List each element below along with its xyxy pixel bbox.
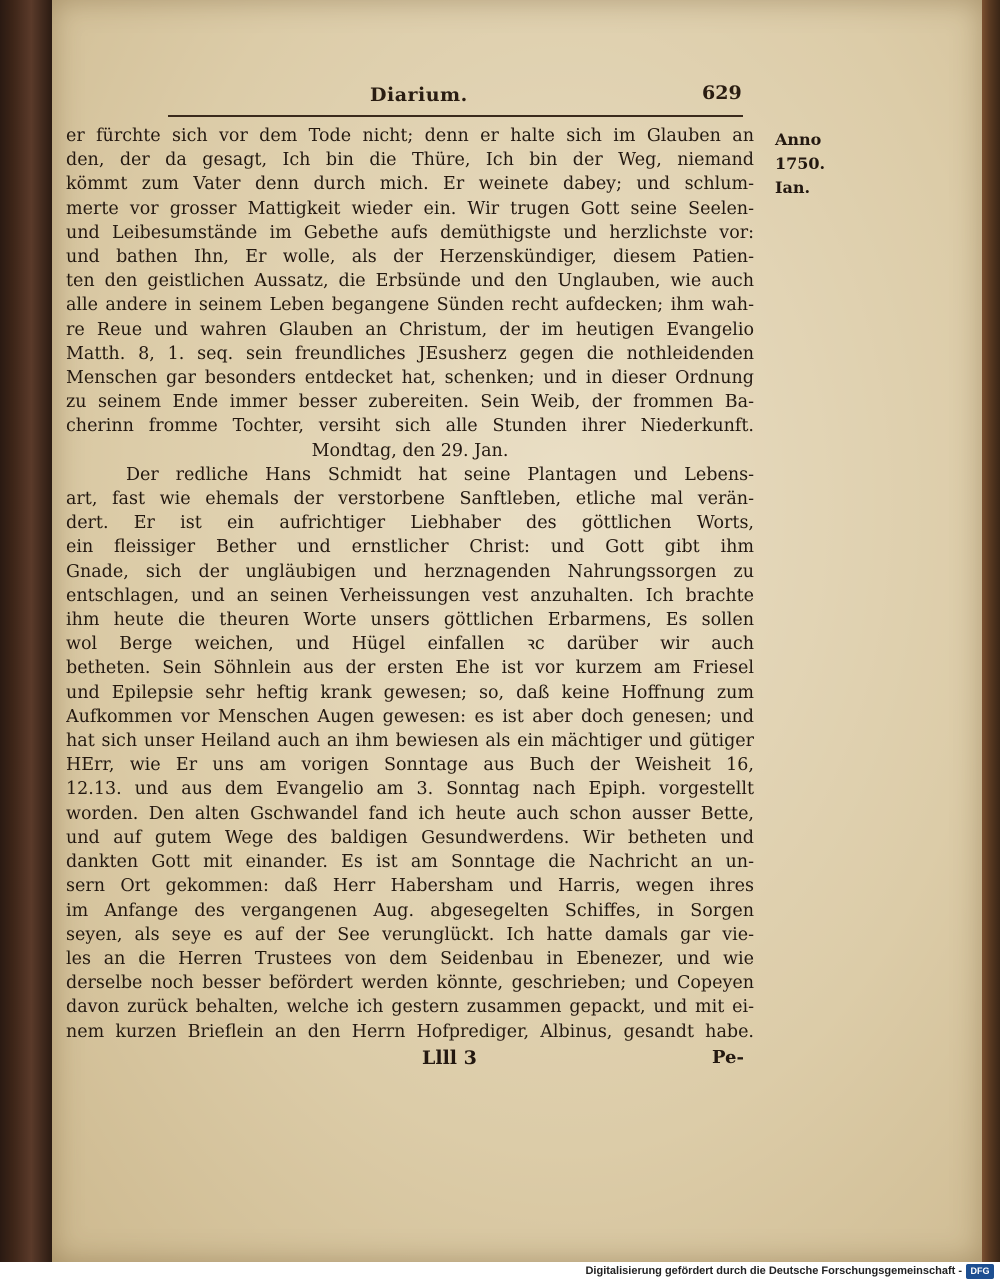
signature-mark: Llll 3 bbox=[422, 1047, 477, 1069]
text-line: Gnade, sich der ungläubigen und herznagenden Nahrungssorgen zu bbox=[66, 561, 754, 582]
catchword: Pe- bbox=[712, 1047, 744, 1068]
text-line: Matth. 8, 1. seq. sein freundliches JEsusherz gegen die nothleidenden bbox=[66, 343, 754, 364]
text-line: und auf gutem Wege des baldigen Gesundwerdens. Wir betheten und bbox=[66, 827, 754, 848]
header-rule bbox=[168, 115, 743, 117]
text-line: betheten. Sein Söhnlein aus der ersten Ehe ist vor kurzem am Friesel bbox=[66, 658, 754, 679]
text-line: und Epilepsie sehr heftig krank gewesen; so, daß keine Hoffnung zum bbox=[66, 682, 754, 703]
text-line: zu seinem Ende immer besser zubereiten. Sein Weib, der frommen Ba- bbox=[66, 392, 754, 413]
text-line: wol Berge weichen, und Hügel einfallen ꝛc darüber wir auch bbox=[66, 634, 754, 655]
text-line: sern Ort gekommen: daß Herr Habersham und Harris, wegen ihres bbox=[66, 876, 754, 897]
text-line: im Anfange des vergangenen Aug. abgesegelten Schiffes, in Sorgen bbox=[66, 900, 754, 921]
text-line: ten den geistlichen Aussatz, die Erbsünde und den Unglauben, wie auch bbox=[66, 271, 754, 292]
text-line: re Reue und wahren Glauben an Christum, der im heutigen Evangelio bbox=[66, 319, 754, 340]
text-line: und Leibesumstände im Gebethe aufs demüthigste und herzlichste vor: bbox=[66, 222, 754, 243]
page-number: 629 bbox=[702, 82, 742, 104]
text-line: entschlagen, und an seinen Verheissungen vest anzuhalten. Ich brachte bbox=[66, 585, 754, 606]
text-line: ihm heute die theuren Worte unsers göttlichen Erbarmens, Es sollen bbox=[66, 610, 754, 631]
digitization-credit: Digitalisierung gefördert durch die Deutsche Forschungsgemeinschaft - bbox=[585, 1265, 962, 1277]
margin-note bbox=[775, 128, 825, 200]
margin-anno: Anno bbox=[775, 130, 822, 149]
text-line: Der redliche Hans Schmidt hat seine Plantagen und Lebens- bbox=[126, 464, 754, 485]
text-line: art, fast wie ehemals der verstorbene Sanftleben, etliche mal verän- bbox=[66, 489, 754, 510]
text-line: Menschen gar besonders entdecket hat, schenken; und in dieser Ordnung bbox=[66, 368, 754, 389]
text-line: HErr, wie Er uns am vorigen Sonntage aus Buch der Weisheit 16, bbox=[66, 755, 754, 776]
text-line: den, der da gesagt, Ich bin die Thüre, Ich bin der Weg, niemand bbox=[66, 150, 754, 171]
date-heading: Mondtag, den 29. Jan. bbox=[311, 440, 509, 461]
fore-edge bbox=[982, 0, 1000, 1262]
text-line: er fürchte sich vor dem Tode nicht; denn er halte sich im Glauben an bbox=[66, 126, 754, 146]
text-line: dankten Gott mit einander. Es ist am Sonntage die Nachricht an un- bbox=[66, 852, 754, 873]
text-line: 12.13. und aus dem Evangelio am 3. Sonntag nach Epiph. vorgestellt bbox=[66, 779, 754, 800]
text-line: derselbe noch besser befördert werden könnte, geschrieben; und Copeyen bbox=[66, 973, 754, 994]
text-line: les an die Herren Trustees von dem Seidenbau in Ebenezer, und wie bbox=[66, 948, 754, 969]
book-binding bbox=[0, 0, 52, 1262]
text-line: dert. Er ist ein aufrichtiger Liebhaber des göttlichen Worts, bbox=[66, 513, 754, 534]
dfg-logo[interactable]: DFG bbox=[966, 1264, 994, 1279]
text-line: ein fleissiger Bether und ernstlicher Christ: und Gott gibt ihm bbox=[66, 537, 754, 558]
text-line: Aufkommen vor Menschen Augen gewesen: es ist aber doch genesen; und bbox=[66, 706, 754, 727]
text-line: merte vor grosser Mattigkeit wieder ein. Wir trugen Gott seine Seelen- bbox=[66, 198, 754, 219]
text-line: cherinn fromme Tochter, versiht sich alle Stunden ihrer Niederkunft. bbox=[66, 416, 754, 437]
text-line: davon zurück behalten, welche ich gestern zusammen gepackt, und mit ei- bbox=[66, 997, 754, 1018]
text-line: seyen, als seye es auf der See verunglückt. Ich hatte damals gar vie- bbox=[66, 924, 754, 945]
text-line: und bathen Ihn, Er wolle, als der Herzenskündiger, diesem Patien- bbox=[66, 247, 754, 268]
margin-month: Ian. bbox=[775, 178, 811, 197]
text-line: kömmt zum Vater denn durch mich. Er weinete dabey; und schlum- bbox=[66, 174, 754, 195]
text-line: nem kurzen Brieflein an den Herrn Hofprediger, Albinus, gesandt habe. bbox=[66, 1021, 754, 1042]
text-line: alle andere in seinem Leben begangene Sünden recht aufdecken; ihm wah- bbox=[66, 295, 754, 316]
text-line: hat sich unser Heiland auch an ihm bewiesen als ein mächtiger und gütiger bbox=[66, 731, 754, 752]
margin-year: 1750. bbox=[775, 154, 826, 173]
text-line: worden. Den alten Gschwandel fand ich heute auch schon ausser Bette, bbox=[66, 803, 754, 824]
running-title: Diarium. bbox=[370, 84, 468, 106]
body-text bbox=[66, 124, 754, 1044]
